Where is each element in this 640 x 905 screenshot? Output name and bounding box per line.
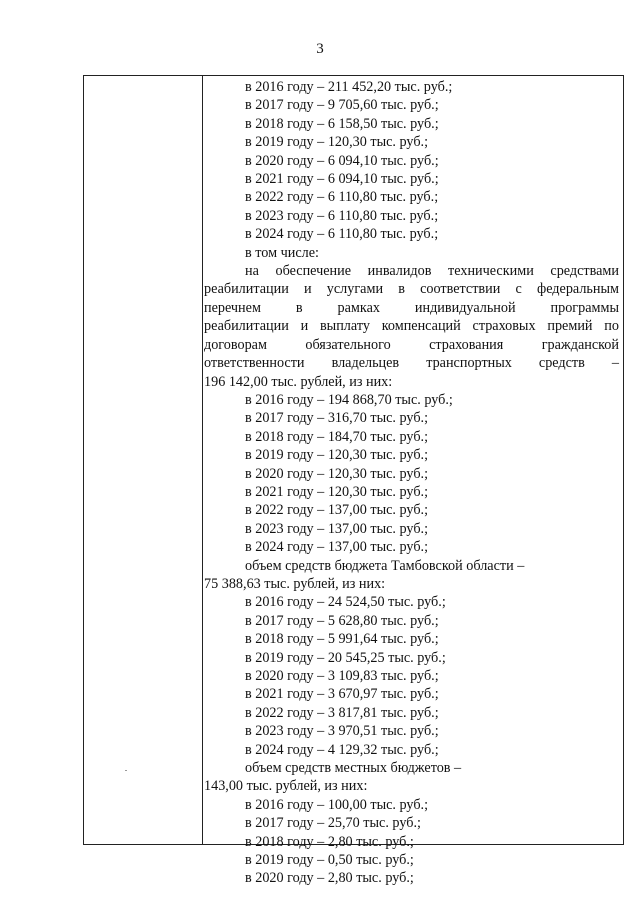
content-cell xyxy=(204,78,619,888)
text-line: в 2021 году – 120,30 тыс. руб.; xyxy=(245,483,429,500)
text-line: 196 142,00 тыс. рублей, из них: xyxy=(204,373,393,390)
text-line: в 2018 году – 5 991,64 тыс. руб.; xyxy=(245,631,439,648)
text-line: в 2016 году – 194 868,70 тыс. руб.; xyxy=(245,391,453,408)
text-line: в 2017 году – 25,70 тыс. руб.; xyxy=(245,815,421,832)
text-line: в 2018 году – 2,80 тыс. руб.; xyxy=(245,833,414,850)
text-line: в 2023 году – 6 110,80 тыс. руб.; xyxy=(245,207,439,224)
text-line: ответственности владельцев транспортных средств – xyxy=(204,355,619,372)
text-line: в 2020 году – 2,80 тыс. руб.; xyxy=(245,870,414,887)
page-number: 3 xyxy=(316,41,324,57)
text-line: в 2019 году – 120,30 тыс. руб.; xyxy=(245,447,429,464)
text-line: в 2017 году – 316,70 тыс. руб.; xyxy=(245,410,429,427)
text-line: в 2019 году – 20 545,25 тыс. руб.; xyxy=(245,649,446,666)
text-line: в 2020 году – 6 094,10 тыс. руб.; xyxy=(245,152,439,169)
text-line: в 2023 году – 3 970,51 тыс. руб.; xyxy=(245,723,439,740)
text-line: в 2024 году – 6 110,80 тыс. руб.; xyxy=(245,226,439,243)
text-line: объем средств бюджета Тамбовской области – xyxy=(245,557,525,574)
text-line: в 2018 году – 6 158,50 тыс. руб.; xyxy=(245,115,439,132)
text-line: в 2019 году – 0,50 тыс. руб.; xyxy=(245,852,414,869)
text-line: договорам обязательного страхования гражданской xyxy=(204,336,619,353)
text-line: в 2018 году – 184,70 тыс. руб.; xyxy=(245,428,429,445)
text-line: в 2017 году – 9 705,60 тыс. руб.; xyxy=(245,97,439,114)
text-line: 143,00 тыс. рублей, из них: xyxy=(204,778,368,795)
text-line: в 2019 году – 120,30 тыс. руб.; xyxy=(245,134,429,151)
text-line: реабилитации и выплату компенсаций страховых премий по xyxy=(204,318,619,335)
text-line: в 2016 году – 211 452,20 тыс. руб.; xyxy=(245,79,453,95)
text-line: на обеспечение инвалидов техническими средствами xyxy=(245,263,619,280)
text-line: перечнем в рамках индивидуальной программы xyxy=(204,299,619,316)
text-line: в 2016 году – 24 524,50 тыс. руб.; xyxy=(245,594,446,611)
text-line: в 2020 году – 3 109,83 тыс. руб.; xyxy=(245,668,439,684)
text-line: в 2022 году – 6 110,80 тыс. руб.; xyxy=(245,189,439,206)
text-line: в 2016 году – 100,00 тыс. руб.; xyxy=(245,796,429,813)
text-line: в 2024 году – 137,00 тыс. руб.; xyxy=(245,539,429,556)
column-divider xyxy=(202,76,203,844)
document-table xyxy=(83,75,624,887)
text-line: в 2024 году – 4 129,32 тыс. руб.; xyxy=(245,741,439,758)
text-line: в 2017 году – 5 628,80 тыс. руб.; xyxy=(245,612,439,629)
text-line: в том числе: xyxy=(245,244,319,261)
text-line: в 2022 году – 137,00 тыс. руб.; xyxy=(245,502,429,519)
text-line: в 2023 году – 137,00 тыс. руб.; xyxy=(245,520,429,537)
text-line: объем средств местных бюджетов – xyxy=(245,760,462,777)
scan-speck xyxy=(125,770,127,771)
text-line: 75 388,63 тыс. рублей, из них: xyxy=(204,575,386,592)
text-line: реабилитации и услугами в соответствии с федеральным xyxy=(204,281,619,298)
text-line: в 2022 году – 3 817,81 тыс. руб.; xyxy=(245,704,439,721)
text-line: в 2020 году – 120,30 тыс. руб.; xyxy=(245,465,429,482)
text-line: в 2021 году – 3 670,97 тыс. руб.; xyxy=(245,686,439,703)
text-line: в 2021 году – 6 094,10 тыс. руб.; xyxy=(245,171,439,188)
